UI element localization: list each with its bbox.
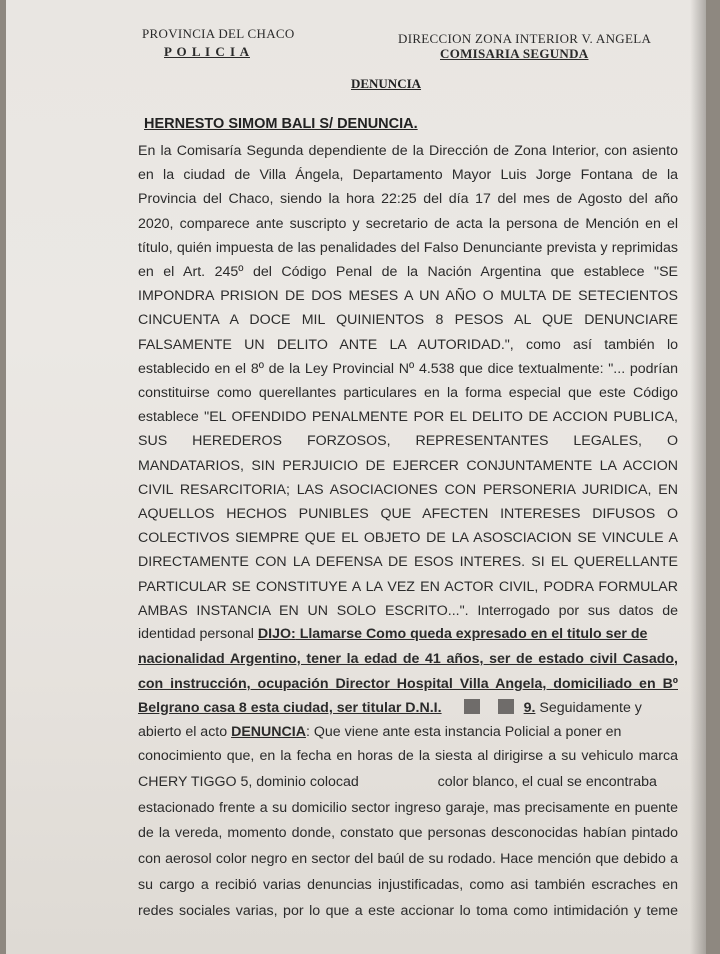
body-line: En la Comisaría Segunda dependiente de la Dirección de Zona Interior, con asiento bbox=[138, 143, 678, 159]
body-line: IMPONDRA PRISION DE DOS MESES A UN AÑO O MULTA DE SETECIENTOS bbox=[138, 288, 678, 305]
body-line: conocimiento que, en la fecha en horas de la siesta al dirigirse a su vehiculo marca bbox=[138, 748, 678, 764]
identity-line-4 bbox=[138, 697, 678, 719]
identity-line-3: con instrucción, ocupación Director Hospital Villa Angela, domiciliado en Bº bbox=[138, 676, 678, 692]
body-line: AQUELLOS HECHOS PUNIBLES QUE AFECTEN INTERESES DIFUSOS O bbox=[138, 506, 678, 522]
body-line: COLECTIVOS SIEMPRE QUE EL OBJETO DE LA ASOSCIACION SE VINCULE A bbox=[138, 530, 678, 547]
case-line: HERNESTO SIMOM BALI S/ DENUNCIA. bbox=[144, 116, 418, 132]
act-rest: : Que viene ante esta instancia Policial a poner en bbox=[305, 724, 622, 740]
header-comisaria: COMISARIA SEGUNDA bbox=[440, 46, 589, 61]
body-line: 2020, comparece ante suscripto y secretario de acta la persona de Mención en el bbox=[138, 215, 678, 232]
body-line: AMBAS INSTANCIA EN UN SOLO ESCRITO...". Interrogado por sus datos de bbox=[138, 602, 678, 619]
header-police: P O L I C I A bbox=[164, 44, 250, 59]
body-line: título, quién impuesta de las penalidades del Falso Denunciante prevista y reprimidas bbox=[138, 239, 678, 256]
identity-continue: Seguidamente y bbox=[535, 700, 642, 716]
body-line: estacionado frente a su domicilio sector ingreso garaje, mas precisamente en puente bbox=[138, 799, 678, 816]
dijo-label: DIJO: bbox=[257, 626, 296, 642]
body-line: con aerosol color negro en sector del baúl de su rodado. Hace mención que debido a bbox=[138, 851, 678, 868]
body-line: redes sociales varias, por lo que a este accionar lo toma como intimidación y teme bbox=[138, 902, 678, 919]
identity-line-2: nacionalidad Argentino, tener la edad de 41 años, ser de estado civil Casado, bbox=[138, 651, 678, 667]
denuncia-label: DENUNCIA bbox=[231, 724, 306, 740]
body-line: CIVIL RESARCITORIA; LAS ASOCIACIONES CON PERSONERIA JURIDICA, EN bbox=[138, 481, 678, 498]
body-line: SUS HEREDEROS FORZOSOS, REPRESENTANTES LEGALES, O bbox=[138, 433, 678, 450]
identity-line-5 bbox=[138, 721, 678, 743]
identity-line-1 bbox=[138, 623, 678, 645]
body-line: de la vereda, momento donde, constato que personas desconocidas habían pintado bbox=[138, 825, 678, 842]
body-line: DIRECTAMENTE CON LA DEFENSA DE ESOS INTERES. SI EL QUERELLANTE bbox=[138, 554, 678, 571]
body-line: en el Art. 245º del Código Penal de la Nación Argentina que establece "SE bbox=[138, 264, 678, 280]
body-line: MANDATARIOS, SIN PERJUICIO DE EJERCER CONJUNTAMENTE LA ACCION bbox=[138, 457, 678, 474]
body-line: CHERY TIGGO 5, dominio colocad color blanco, el cual se encontraba bbox=[138, 773, 657, 790]
body-line: FALSAMENTE UN DELITO ANTE LA AUTORIDAD.", como así también lo bbox=[138, 336, 678, 353]
body-line: establece "EL OFENDIDO PENALMENTE POR EL DELITO DE ACCION PUBLICA, bbox=[138, 409, 678, 426]
body-line: establecido en el 8º de la Ley Provincial Nº 4.538 que dice textualmente: "... podrían bbox=[138, 360, 678, 377]
body-line: en la ciudad de Villa Ángela, Departamento Mayor Luis Jorge Fontana de la bbox=[138, 167, 678, 184]
body-line: su cargo a recibió varias denuncias injustificadas, como asi también escraches en bbox=[138, 877, 678, 893]
redaction-block bbox=[464, 699, 480, 714]
body-line: PARTICULAR SE CONSTITUYE A LA VEZ EN ACTOR CIVIL, PODRA FORMULAR bbox=[138, 578, 678, 595]
body-line: CINCUENTA A DOCE MIL QUINIENTOS 8 PESOS AL QUE DENUNCIARE bbox=[138, 312, 678, 329]
page-edge-shadow bbox=[690, 0, 706, 954]
document-title: DENUNCIA bbox=[350, 76, 422, 91]
identity-pre: identidad personal bbox=[138, 626, 258, 642]
header-direction: DIRECCION ZONA INTERIOR V. ANGELA bbox=[398, 31, 652, 46]
identity-name: Llamarse Como queda expresado en el titulo ser de bbox=[295, 626, 648, 642]
redaction-block bbox=[498, 699, 514, 714]
document-page bbox=[6, 0, 706, 954]
header-province: PROVINCIA DEL CHACO bbox=[142, 26, 295, 41]
address-text: Belgrano casa 8 esta ciudad, ser titular D.N.I. bbox=[138, 700, 442, 716]
body-line: Provincia del Chaco, siendo la hora 22:25 del día 17 del mes de Agosto del año bbox=[138, 191, 678, 208]
body-line: constituirse como querellantes particulares en la forma especial que este Código bbox=[138, 385, 678, 401]
act-pre: abierto el acto bbox=[138, 724, 232, 740]
dni-digit: 9. bbox=[523, 700, 536, 716]
